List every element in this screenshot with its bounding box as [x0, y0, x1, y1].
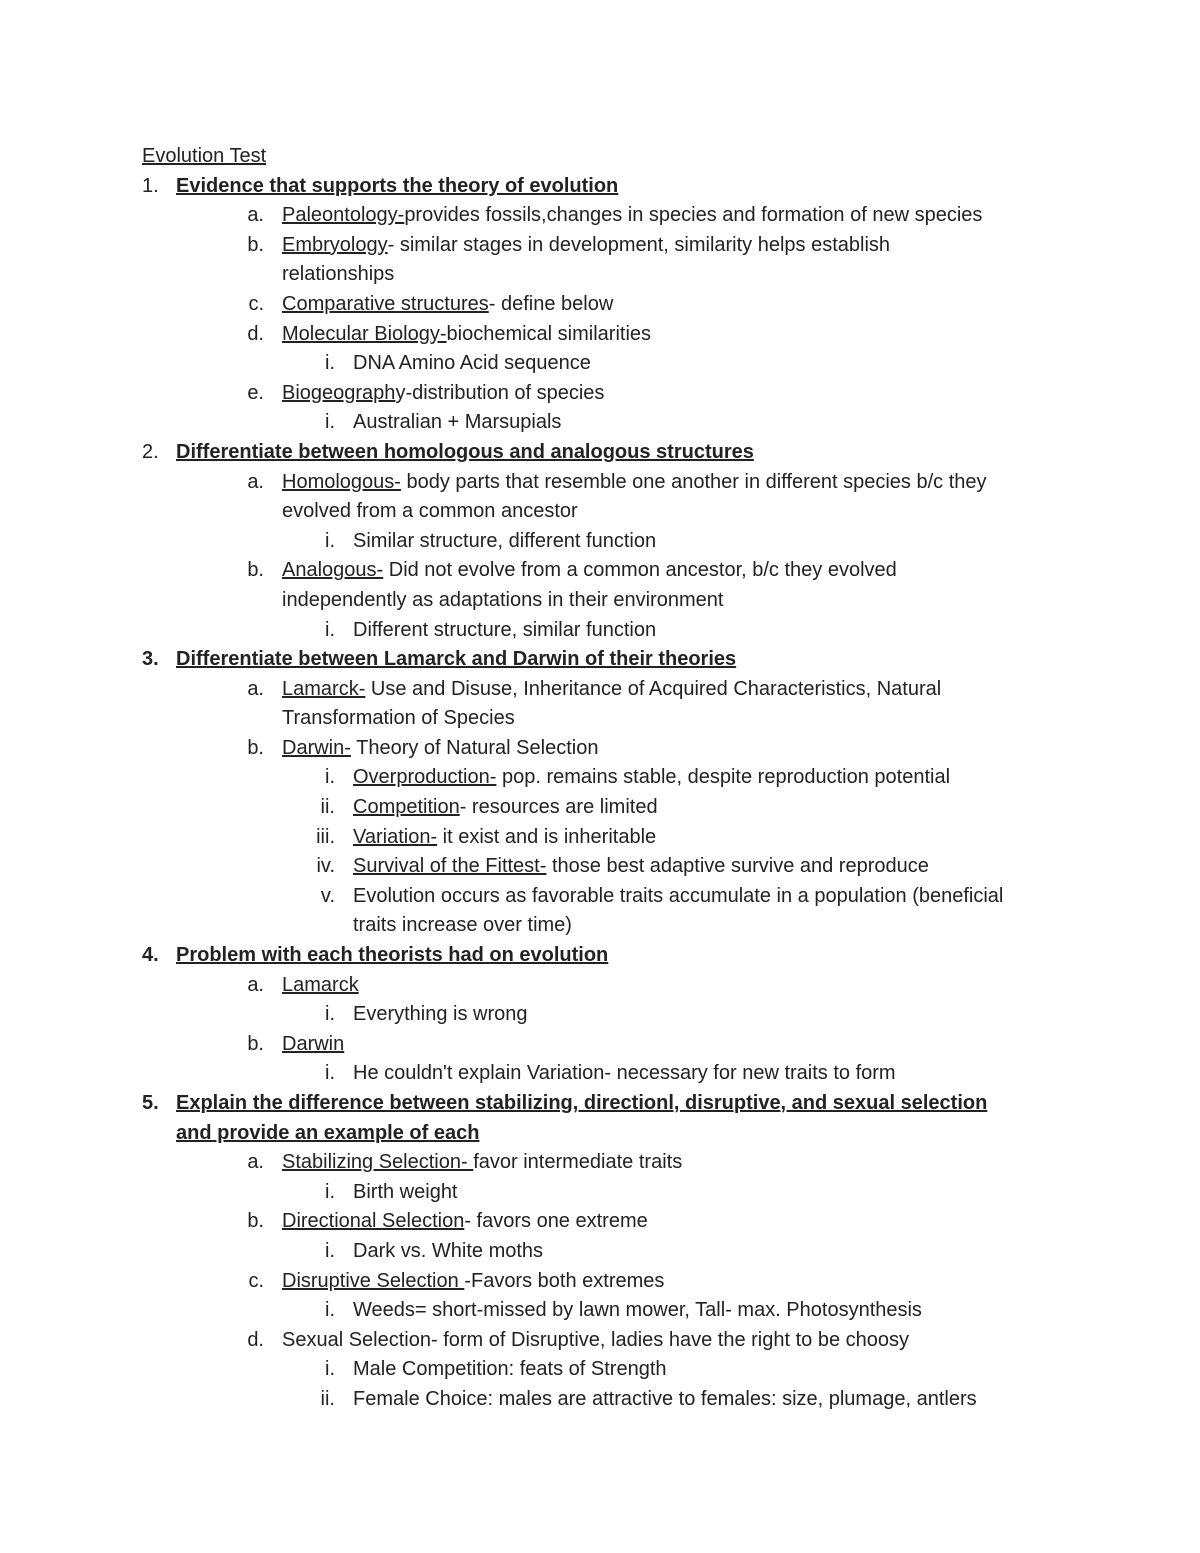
sub-item	[142, 882, 1072, 912]
list-marker: e.	[247, 381, 264, 404]
list-marker: i.	[325, 1180, 335, 1203]
list-marker: d.	[247, 1328, 264, 1351]
list-item	[142, 734, 1072, 764]
item-text: y-distribution of species	[395, 381, 605, 404]
term: Darwin-	[282, 736, 351, 759]
sub-item	[142, 852, 1072, 882]
item-text: - favors one extreme	[464, 1210, 648, 1233]
list-marker: i.	[325, 1299, 335, 1322]
sub-item	[142, 793, 1072, 823]
section-number: 5.	[142, 1092, 159, 1114]
list-item-cont: Transformation of Species	[282, 707, 515, 730]
item-text: Dark vs. White moths	[353, 1239, 544, 1262]
section-number: 2.	[142, 440, 159, 463]
section-number: 1.	[142, 174, 159, 197]
item-text: favor intermediate traits	[473, 1151, 683, 1174]
term: Stabilizing Selection-	[282, 1151, 474, 1174]
list-item	[142, 468, 1072, 498]
term: Variation-	[353, 825, 438, 848]
list-marker: i.	[325, 618, 335, 641]
item-text: Sexual Selection- form of Disruptive, ladies have the right to be choosy	[282, 1328, 909, 1351]
sub-item	[142, 616, 1072, 646]
list-marker: i.	[325, 1358, 335, 1381]
section-number: 4.	[142, 944, 159, 967]
item-text: body parts that resemble one another in different species b/c they	[400, 470, 987, 493]
section-heading	[142, 645, 1072, 675]
term: Comparative structures	[282, 292, 489, 315]
item-text: DNA Amino Acid sequence	[353, 352, 591, 375]
item-text: biochemical similarities	[446, 322, 652, 345]
term: Overproduction-	[353, 766, 497, 789]
item-text: Theory of Natural Selection	[350, 736, 599, 759]
list-marker: d.	[247, 322, 264, 345]
item-text: Did not evolve from a common ancestor, b/c they evolved	[383, 559, 897, 582]
item-text: provides fossils,changes in species and formation of new species	[404, 204, 983, 227]
term: Competition	[353, 796, 460, 819]
list-item	[142, 971, 1072, 1001]
term: Analogous-	[282, 559, 384, 582]
list-marker: i.	[325, 529, 335, 552]
item-text: Weeds= short-missed by lawn mower, Tall- max. Photosynthesis	[353, 1299, 922, 1322]
list-marker: i.	[325, 352, 335, 375]
list-marker: b.	[247, 1032, 264, 1055]
list-marker: b.	[247, 1210, 264, 1233]
term: Homologous-	[282, 470, 401, 493]
item-text: Female Choice: males are attractive to females: size, plumage, antlers	[353, 1387, 977, 1410]
list-item	[142, 1207, 1072, 1237]
list-item	[142, 556, 1072, 586]
sub-item	[142, 1296, 1072, 1326]
item-text: Different structure, similar function	[353, 618, 657, 641]
item-text: - define below	[488, 292, 614, 315]
item-text: He couldn't explain Variation- necessary for new traits to form	[353, 1062, 896, 1085]
list-marker: ii.	[320, 796, 335, 819]
term: Embryology	[282, 233, 388, 256]
list-item	[142, 1030, 1072, 1060]
list-item	[142, 1267, 1072, 1297]
list-marker: b.	[247, 736, 264, 759]
item-text: Australian + Marsupials	[353, 411, 562, 434]
list-marker: iv.	[316, 855, 335, 878]
sub-item	[142, 349, 1072, 379]
list-item	[142, 1148, 1072, 1178]
term: Survival of the Fittest-	[353, 855, 547, 878]
section-heading	[142, 172, 1072, 202]
item-text: Evolution occurs as favorable traits accumulate in a population (beneficial	[353, 884, 1004, 907]
list-marker: b.	[247, 233, 264, 256]
section-number: 3.	[142, 648, 159, 671]
sub-item	[142, 1385, 1072, 1415]
item-text: those best adaptive survive and reproduce	[546, 855, 929, 878]
list-item-cont: evolved from a common ancestor	[282, 500, 578, 523]
sub-item	[142, 1237, 1072, 1267]
list-marker: a.	[247, 1151, 264, 1174]
list-item	[142, 320, 1072, 350]
heading-text: Problem with each theorists had on evolution	[176, 944, 609, 967]
item-text: -Favors both extremes	[464, 1269, 665, 1292]
list-marker: a.	[247, 470, 264, 493]
document	[142, 142, 1072, 1415]
list-marker: v.	[320, 884, 335, 907]
list-item	[142, 675, 1072, 705]
list-marker: i.	[325, 1239, 335, 1262]
list-marker: iii.	[316, 825, 335, 848]
sub-item	[142, 1355, 1072, 1385]
sub-item-cont: traits increase over time)	[353, 914, 572, 937]
list-marker: c.	[248, 292, 264, 315]
sub-item	[142, 408, 1072, 438]
list-item	[142, 1326, 1072, 1356]
section-heading	[142, 941, 1072, 971]
list-marker: ii.	[320, 1387, 335, 1410]
heading-text: Differentiate between homologous and analogous structures	[176, 440, 754, 463]
list-item-cont: independently as adaptations in their environment	[282, 588, 724, 611]
term: Molecular Biology-	[282, 322, 447, 345]
list-marker: b.	[247, 559, 264, 582]
term: Disruptive Selection	[282, 1269, 465, 1292]
list-item	[142, 290, 1072, 320]
list-item	[142, 231, 1072, 261]
heading-text: and provide an example of each	[176, 1121, 480, 1144]
sub-item	[142, 1059, 1072, 1089]
term: Biogeograph	[282, 381, 396, 404]
item-text: - similar stages in development, similarity helps establish	[387, 233, 891, 256]
section-heading	[142, 1089, 1072, 1119]
list-marker: c.	[248, 1269, 264, 1292]
term: Paleontology-	[282, 204, 405, 227]
term: Directional Selection	[282, 1210, 465, 1233]
item-text: Use and Disuse, Inheritance of Acquired Characteristics, Natural	[365, 677, 942, 700]
heading-text: Evidence that supports the theory of evolution	[176, 174, 619, 197]
list-marker: i.	[325, 1003, 335, 1026]
item-text: - resources are limited	[459, 796, 658, 819]
list-marker: i.	[325, 766, 335, 789]
section-heading	[142, 438, 1072, 468]
item-text: pop. remains stable, despite reproduction potential	[496, 766, 951, 789]
item-text: Similar structure, different function	[353, 529, 657, 552]
document-title: Evolution Test	[142, 145, 267, 167]
list-item	[142, 201, 1072, 231]
heading-text: Explain the difference between stabilizing, directionl, disruptive, and sexual selection	[176, 1092, 988, 1114]
item-text: Male Competition: feats of Strength	[353, 1358, 667, 1381]
item-text: Everything is wrong	[353, 1003, 528, 1026]
section-heading-cont	[142, 1119, 1072, 1149]
sub-item	[142, 763, 1072, 793]
item-text: Birth weight	[353, 1180, 458, 1203]
term: Lamarck	[282, 973, 359, 996]
outline	[142, 172, 1072, 1415]
list-marker: a.	[247, 204, 264, 227]
list-marker: i.	[325, 1062, 335, 1085]
list-marker: i.	[325, 411, 335, 434]
list-marker: a.	[247, 973, 264, 996]
list-marker: a.	[247, 677, 264, 700]
sub-item	[142, 1000, 1072, 1030]
sub-item	[142, 1178, 1072, 1208]
list-item	[142, 379, 1072, 409]
term: Darwin	[282, 1032, 345, 1055]
item-text: it exist and is inheritable	[437, 825, 657, 848]
term: Lamarck-	[282, 677, 366, 700]
sub-item	[142, 527, 1072, 557]
sub-item	[142, 823, 1072, 853]
heading-text: Differentiate between Lamarck and Darwin of their theories	[176, 648, 737, 671]
list-item-cont: relationships	[282, 263, 395, 286]
